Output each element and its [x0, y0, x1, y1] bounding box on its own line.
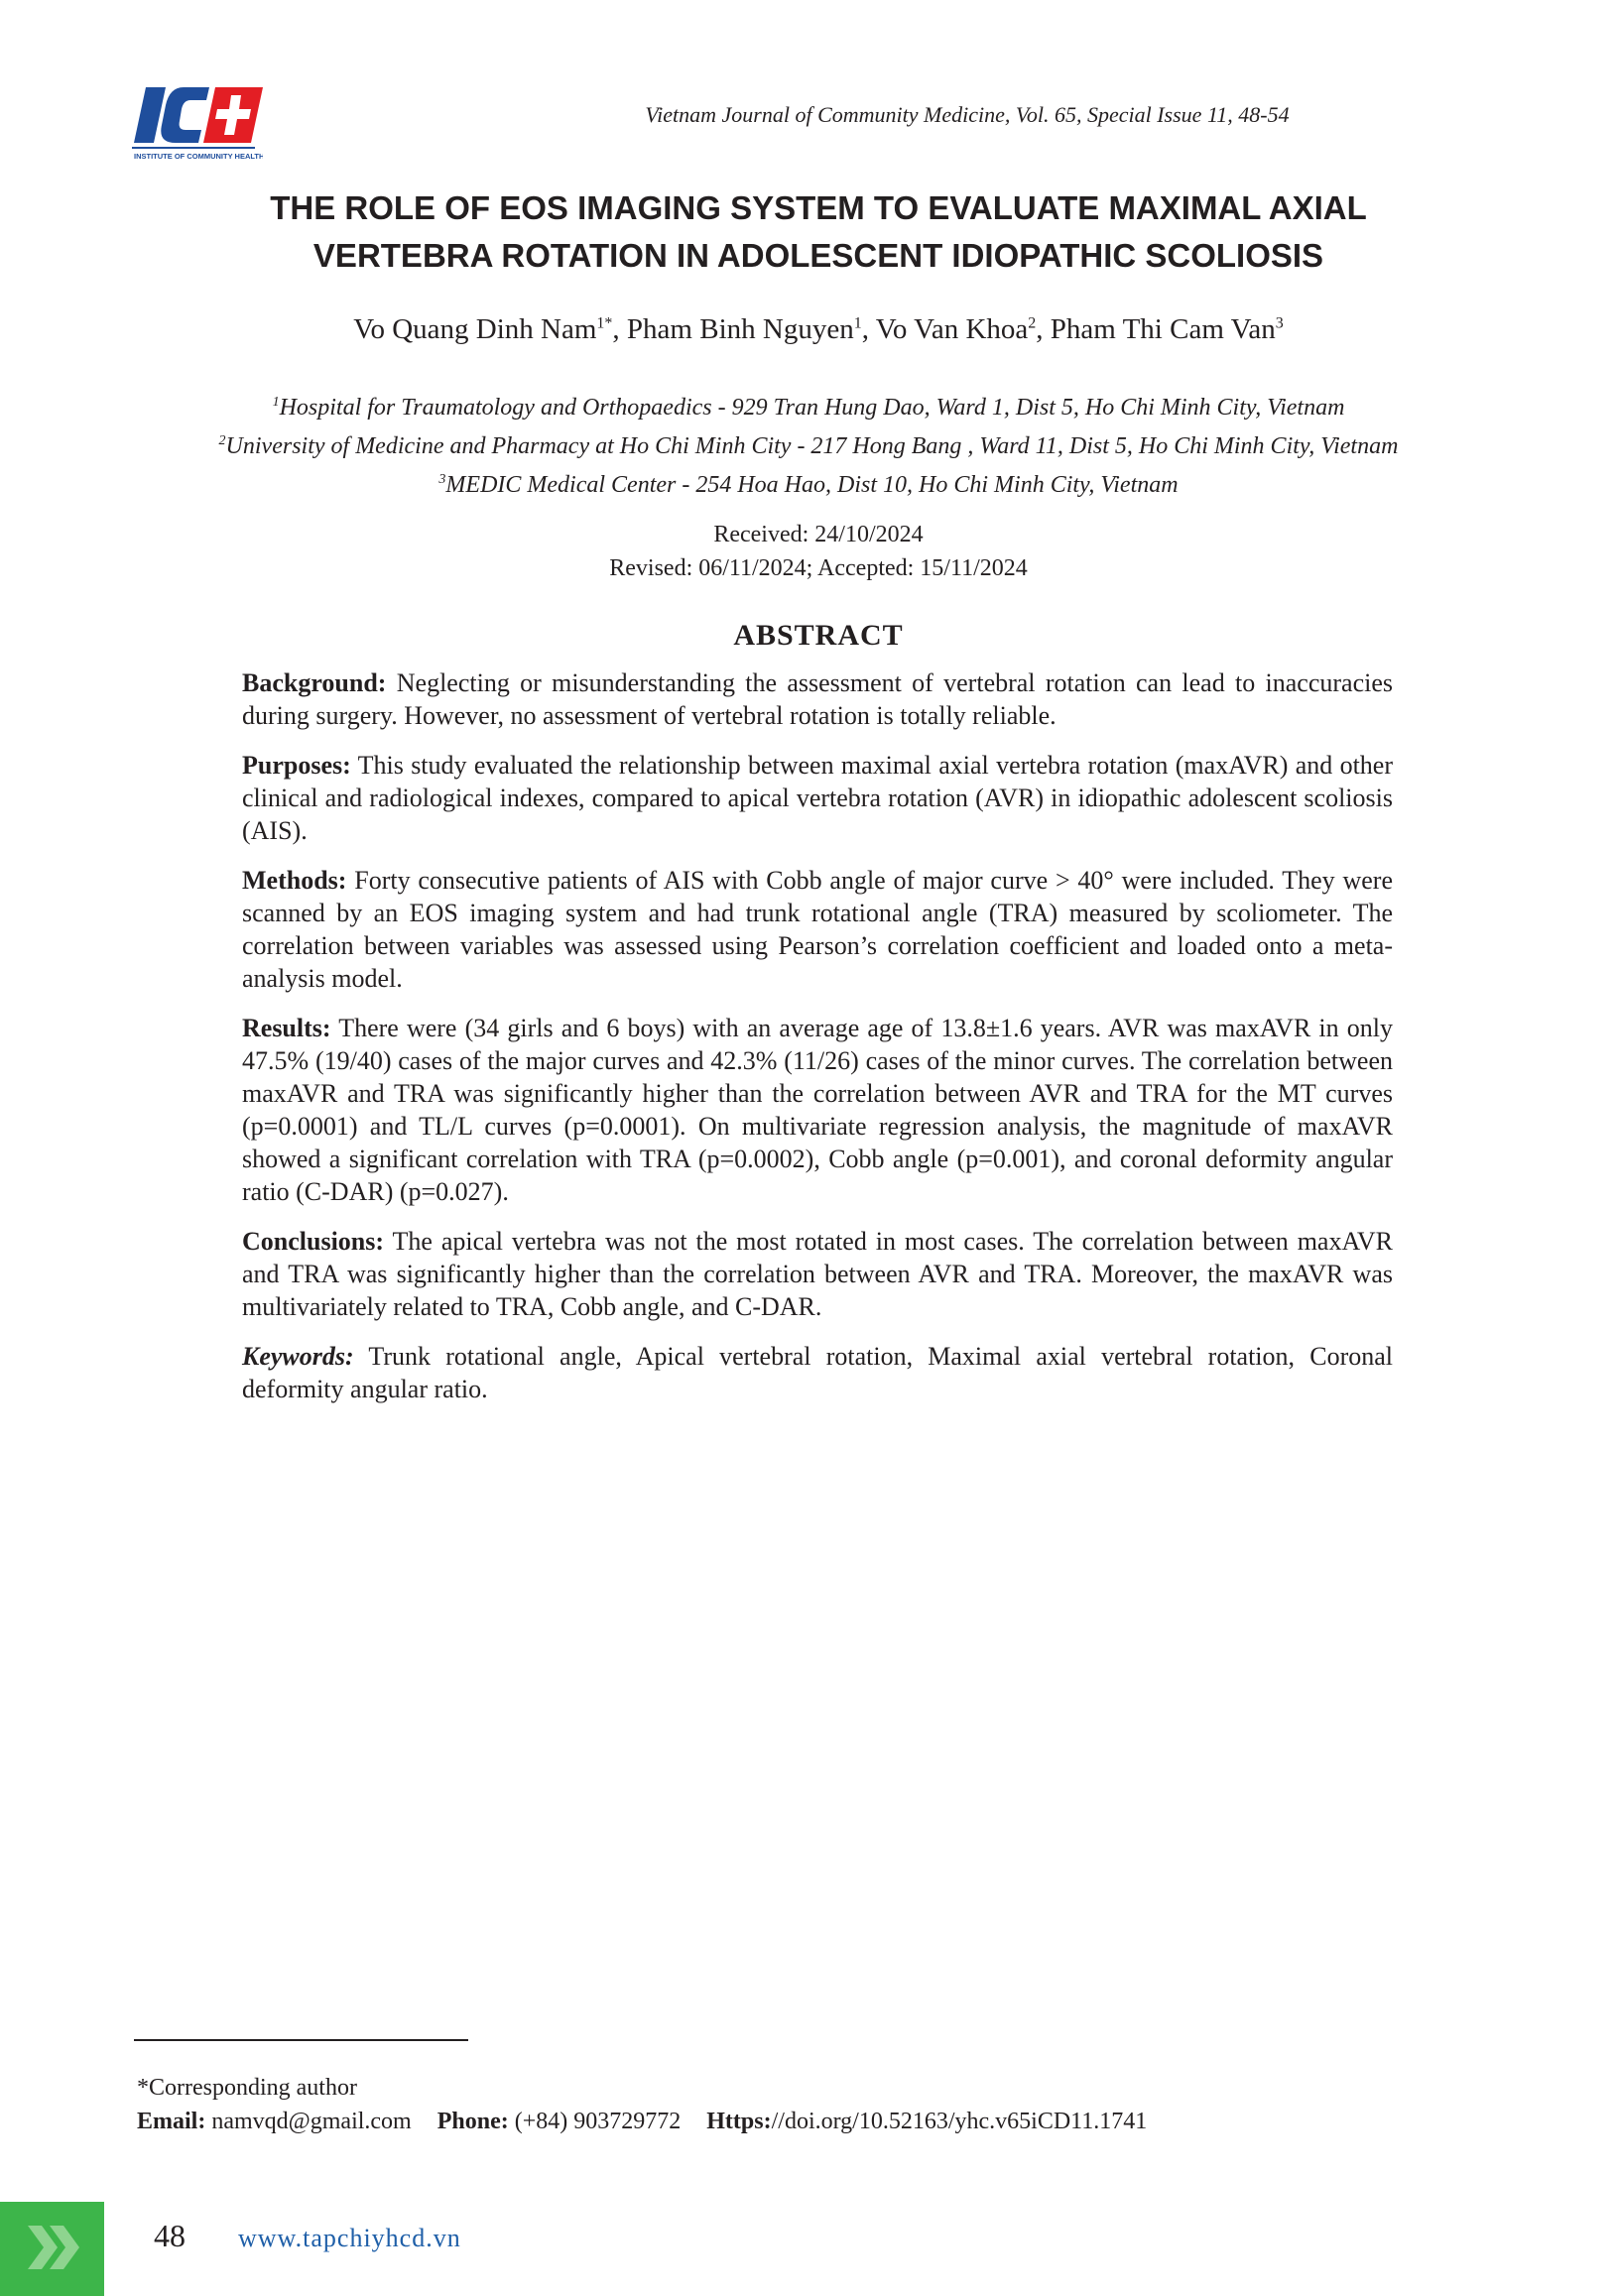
affiliation-3: $^3$MEDIC Medical Center - 254 Hoa Hao, Dist 10, Ho Chi Minh City, Vietnam: [438, 472, 1179, 498]
title-line-2: VERTEBRA ROTATION IN ADOLESCENT IDIOPATHIC SCOLIOSIS: [312, 237, 1324, 274]
article-dates: [139, 518, 1498, 585]
revised-accepted-date: Revised: 06/11/2024; Accepted: 15/11/2024: [609, 555, 1028, 581]
affiliation-2: $^2$University of Medicine and Pharmacy at Ho Chi Minh City - 217 Hong Bang , Ward 11, Dist 5, Ho Chi Minh City, Vietnam: [218, 433, 1399, 459]
author-2: Pham Binh Nguyen$^1$,: [626, 313, 876, 345]
abstract-results: Results: There were (34 girls and 6 boys) with an average age of 13.8±1.6 years. AVR was maxAVR in only 47.5% (19/40) cases of the major curves and 42.3% (11/26) cases of the minor curves. The correlation between maxAVR and TRA was significantly higher than the correlation between AVR and TRA for the MT curves (p=0.0001) and TL/L curves (p=0.0001). On multivariate regression analysis, the magnitude of maxAVR showed a significant correlation with TRA (p=0.0002), Cobb angle (p=0.001), and coronal deformity angular ratio (C-DAR) (p=0.027).: [242, 1014, 1393, 1206]
contact-line: [137, 2105, 1427, 2138]
affiliation-1: $^1$Hospital for Traumatology and Orthopaedics - 929 Tran Hung Dao, Ward 1, Dist 5, Ho Chi Minh City, Vietnam: [272, 395, 1345, 421]
footnote: [137, 2071, 1427, 2138]
journal-logo: [132, 87, 263, 165]
abstract-keywords: Keywords: Trunk rotational angle, Apical vertebral rotation, Maximal axial vertebral rotation, Coronal deformity angular ratio.: [242, 1342, 1393, 1403]
email-label: Email:: [137, 2109, 206, 2134]
author-4: Pham Thi Cam Van$^3$: [1050, 313, 1284, 345]
footnote-divider: [134, 2039, 468, 2041]
abstract-heading: ABSTRACT: [733, 619, 904, 652]
website-link[interactable]: www.tapchiyhcd.vn: [238, 2224, 461, 2252]
page-tab: [0, 2202, 104, 2296]
logo-text: INSTITUTE OF COMMUNITY HEALTH: [134, 152, 263, 161]
article-title: [139, 184, 1498, 280]
title-line-1: THE ROLE OF EOS IMAGING SYSTEM TO EVALUATE MAXIMAL AXIAL: [270, 189, 1367, 226]
double-chevron-right-icon: [28, 2220, 87, 2275]
abstract-conclusions: Conclusions: The apical vertebra was not the most rotated in most cases. The correlation between maxAVR and TRA was significantly higher than the correlation between AVR and TRA. Moreover, the maxAVR was multivariately related to TRA, Cobb angle, and C-DAR.: [242, 1227, 1393, 1321]
author-list: [139, 313, 1498, 346]
author-1: Vo Quang Dinh Nam$^{1*}$,: [353, 313, 627, 345]
abstract-body: [242, 666, 1393, 1422]
doi-link[interactable]: //doi.org/10.52163/yhc.v65iCD11.1741: [771, 2109, 1148, 2134]
doi-label: Https:: [706, 2109, 772, 2134]
received-date: Received: 24/10/2024: [713, 522, 924, 547]
phone-number: (+84) 903729772: [508, 2109, 682, 2134]
email-link[interactable]: namvqd@gmail.com: [205, 2109, 412, 2134]
corresponding-author-note: *Corresponding author: [137, 2075, 357, 2101]
abstract-methods: Methods: Forty consecutive patients of AIS with Cobb angle of major curve > 40° were included. They were scanned by an EOS imaging system and had trunk rotational angle (TRA) measured by scoliometer. The correlation between variables was assessed using Pearson’s correlation coefficient and loaded onto a meta-analysis model.: [242, 866, 1393, 993]
journal-citation: Vietnam Journal of Community Medicine, Vol. 65, Special Issue 11, 48-54: [645, 102, 1290, 127]
phone-label: Phone:: [436, 2109, 509, 2134]
page-number: 48: [154, 2218, 186, 2253]
abstract-background: Background: Neglecting or misunderstanding the assessment of vertebral rotation can lead to inaccuracies during surgery. However, no assessment of vertebral rotation is totally reliable.: [242, 668, 1393, 730]
affiliations: [60, 386, 1557, 502]
author-3: Vo Van Khoa$^2$,: [875, 313, 1051, 345]
institute-of-community-health-logo: [132, 87, 263, 165]
abstract-purposes: Purposes: This study evaluated the relationship between maximal axial vertebra rotation (maxAVR) and other clinical and radiological indexes, compared to apical vertebra rotation (AVR) in idiopathic adolescent scoliosis (AIS).: [242, 751, 1393, 845]
